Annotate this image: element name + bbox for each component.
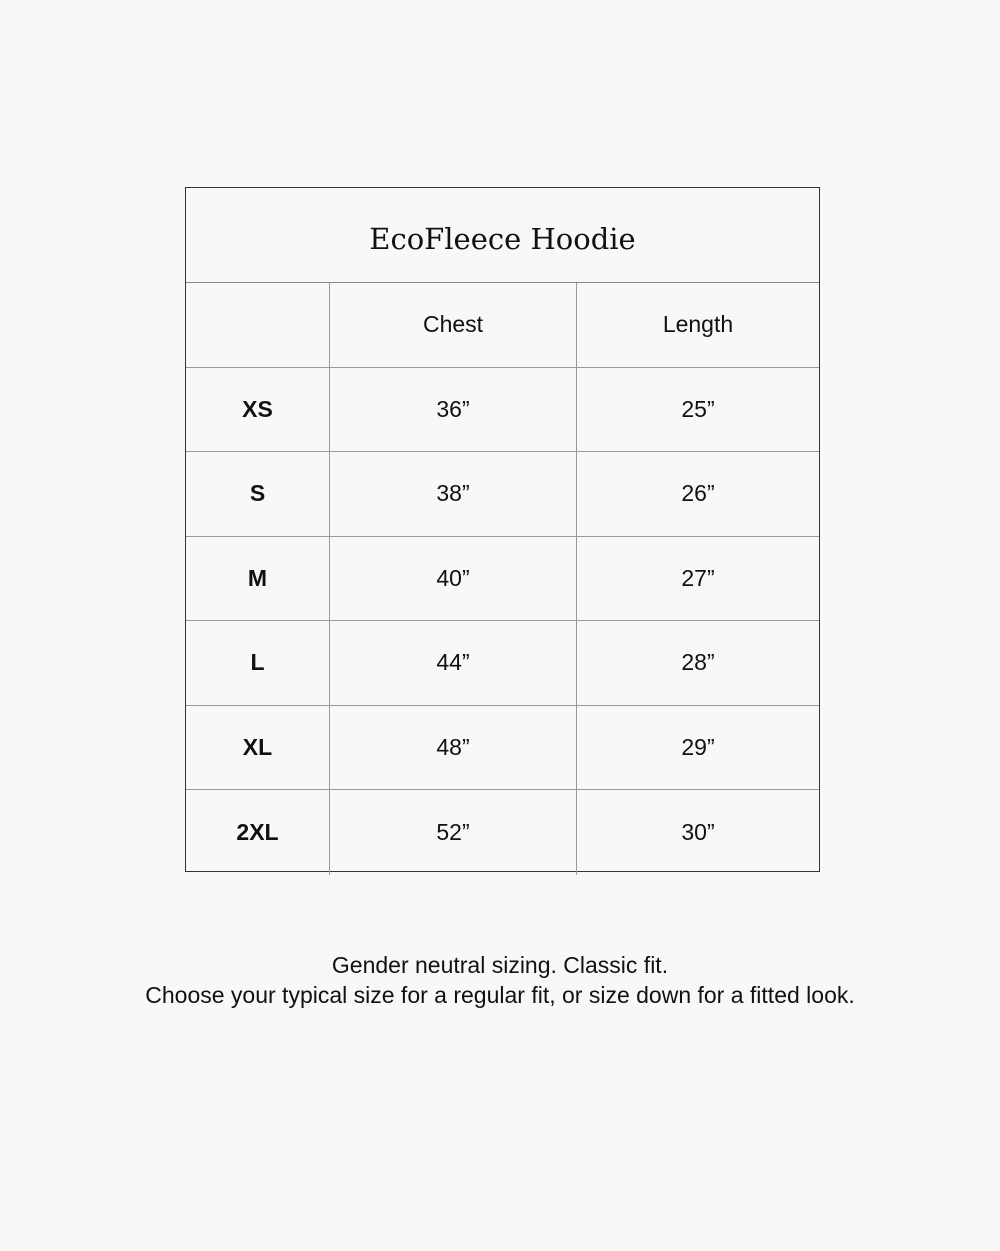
table-row [186, 452, 819, 537]
chest-value: 48” [330, 706, 577, 790]
table-title: EcoFleece Hoodie [186, 188, 819, 283]
fit-notes [0, 950, 1000, 1010]
length-value: 28” [681, 649, 715, 676]
chest-value: 40” [330, 537, 577, 621]
size-chart-table [185, 187, 820, 872]
chest-value: 44” [330, 621, 577, 705]
length-value: 27” [681, 564, 715, 591]
table-row [186, 368, 819, 453]
size-label: M [186, 537, 330, 621]
chest-value: 52” [330, 790, 577, 875]
header-row [186, 283, 819, 368]
size-label: XS [186, 368, 330, 452]
fit-note-line-2: Choose your typical size for a regular fit, or size down for a fitted look. [145, 982, 855, 1008]
size-label: 2XL [186, 790, 330, 875]
length-value: 25” [681, 395, 715, 422]
table-row [186, 706, 819, 791]
table-row [186, 790, 819, 875]
size-label: L [186, 621, 330, 705]
table-row [186, 537, 819, 622]
header-size [186, 283, 330, 367]
header-length: Length [662, 311, 734, 338]
fit-note-line-1: Gender neutral sizing. Classic fit. [331, 952, 669, 978]
size-label: S [186, 452, 330, 536]
header-chest: Chest [330, 283, 577, 367]
chest-value: 38” [330, 452, 577, 536]
chest-value: 36” [330, 368, 577, 452]
length-value: 29” [681, 733, 715, 760]
length-value: 26” [681, 480, 715, 507]
size-label: XL [186, 706, 330, 790]
length-value: 30” [681, 818, 715, 845]
table-row [186, 621, 819, 706]
